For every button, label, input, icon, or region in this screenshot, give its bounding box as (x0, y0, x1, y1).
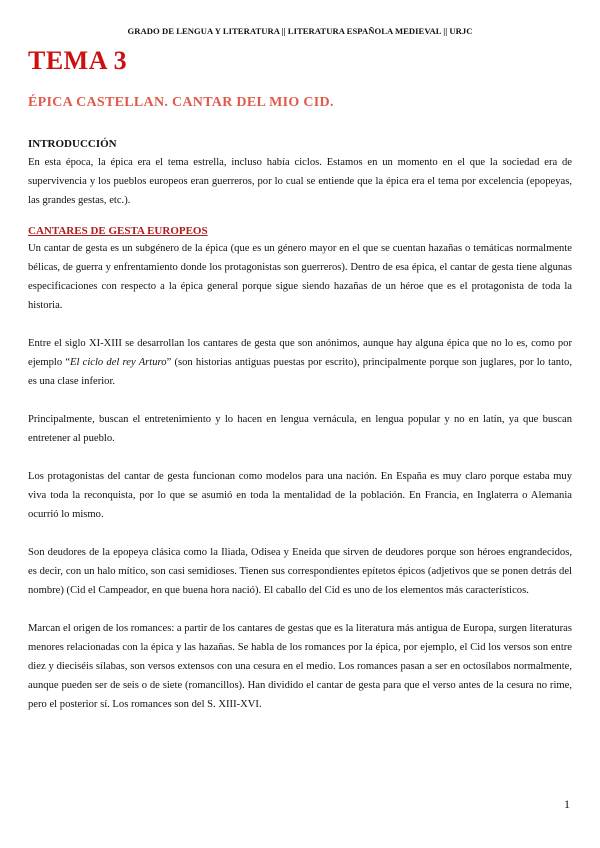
paragraph-2-text-b: ” (son historias antiguas puestas por escrito), principalmente porque son juglares, por lo tanto, es una clase inferior. (28, 357, 572, 387)
page-number: 1 (564, 797, 570, 811)
paragraph-2-italic-title: El ciclo del rey Arturo (70, 357, 167, 368)
page-subtitle: ÉPICA CASTELLAN. CANTAR DEL MIO CID. (28, 95, 334, 110)
running-header: GRADO DE LENGUA Y LITERATURA || LITERATURA ESPAÑOLA MEDIEVAL || URJC (127, 26, 473, 36)
paragraph-5: Son deudores de la epopeya clásica como la Iliada, Odisea y Eneida que sirven de deudores porque son héroes engrandecidos, es decir, con un halo mítico, son casi semidioses. Tienen sus correspondientes epítetos épicos (adjetivos que se ponen detrás del nombre) (Cid el Campeador, en que buena hora nació). El caballo del Cid es uno de los elementos más característicos. (28, 547, 572, 596)
paragraph-2-text-a: Entre el siglo XI-XIII se desarrollan los cantares de gesta que son anónimos, aunque hay alguna épica que no lo es, como por ejemplo “ (28, 338, 572, 368)
intro-paragraph: En esta época, la épica era el tema estrella, incluso había ciclos. Estamos en un momento en el que la sociedad era de supervivencia y los pueblos europeos eran guerreros, por lo cual se entiende que la épica era el tema por excelencia (epopeyas, las grandes gestas, etc.). (28, 157, 572, 206)
paragraph-6: Marcan el origen de los romances: a partir de los cantares de gestas que es la literatura más antigua de Europa, surgen literaturas menores relacionadas con la épica y las hazañas. Se habla de los romances por la épica, por ejemplo, el Cid los versos son entre diez y dieciséis sílabas, son versos extensos con una cesura en el medio. Los romances pasan a ser en octosílabos normalmente, aunque pueden ser de seis o de siete (romancillos). Han dividido el cantar de gesta para que el verso antes de la cesura no rime, pero el posterior sí. Los romances son del S. XIII-XVI. (28, 623, 572, 710)
paragraph-1: Un cantar de gesta es un subgénero de la épica (que es un género mayor en el que se cuentan hazañas o temáticas normalmente bélicas, de guerra y enfrentamiento donde los protagonistas son guerreros). Dentro de esa épica, el cantar de gesta tiene algunas especificaciones con respecto a la épica general porque sigue siendo hazañas de un héroe que es el protagonista de toda la historia. (28, 243, 572, 311)
paragraph-3: Principalmente, buscan el entretenimiento y lo hacen en lengua vernácula, en lengua popular y no en latín, ya que buscan entretener al pueblo. (28, 414, 572, 444)
paragraph-4: Los protagonistas del cantar de gesta funcionan como modelos para una nación. En España es muy claro porque estaba muy viva toda la reconquista, por lo que se asumió en toda la mentalidad de la población. En Francia, en Inglaterra o Alemania ocurrió lo mismo. (28, 471, 572, 520)
paragraph-2 (28, 334, 572, 391)
intro-heading: INTRODUCCIÓN (28, 138, 117, 150)
document-body (28, 136, 572, 714)
section-heading: CANTARES DE GESTA EUROPEOS (28, 225, 208, 237)
page-title: TEMA 3 (28, 46, 128, 75)
